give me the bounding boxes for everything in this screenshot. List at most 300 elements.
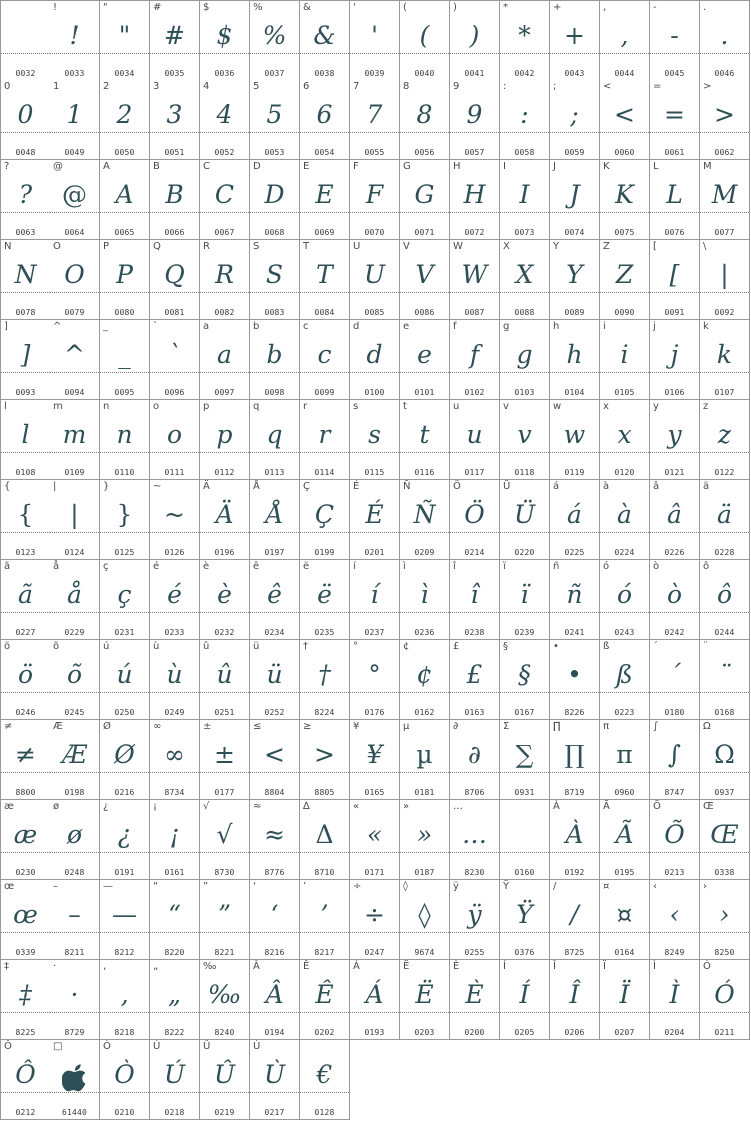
glyph-cell-8734[interactable] bbox=[150, 720, 200, 800]
glyph-cell-0097[interactable] bbox=[200, 320, 250, 400]
glyph-cell-0245[interactable] bbox=[50, 640, 100, 720]
glyph-sample: Ö bbox=[464, 500, 485, 529]
glyph-code: 0216 bbox=[114, 788, 135, 797]
glyph-cell-8240[interactable] bbox=[200, 960, 250, 1040]
glyph-code: 8211 bbox=[64, 948, 85, 957]
glyph-cell-0118[interactable] bbox=[500, 400, 550, 480]
glyph-cell-0238[interactable] bbox=[450, 560, 500, 640]
glyph-code: 8222 bbox=[164, 1028, 185, 1037]
glyph-sample: Ü bbox=[513, 500, 536, 529]
glyph-cell-0200[interactable] bbox=[450, 960, 500, 1040]
glyph-sample: ã bbox=[18, 580, 33, 609]
glyph-cell-0243[interactable] bbox=[600, 560, 650, 640]
glyph-cell-0123[interactable] bbox=[0, 480, 51, 560]
glyph-cell-0091[interactable] bbox=[650, 240, 700, 320]
glyph-cell-0160[interactable] bbox=[500, 800, 550, 880]
glyph-cell-0176[interactable] bbox=[350, 640, 400, 720]
glyph-cell-0078[interactable] bbox=[0, 240, 51, 320]
glyph-cell-0073[interactable] bbox=[500, 160, 550, 240]
glyph-cell-0032[interactable] bbox=[0, 0, 51, 81]
glyph-cell-0225[interactable] bbox=[550, 480, 600, 560]
glyph-sample: Ï bbox=[619, 980, 630, 1009]
glyph-label: à bbox=[603, 481, 610, 492]
glyph-cell-8776[interactable] bbox=[250, 800, 300, 880]
glyph-cell-0217[interactable] bbox=[250, 1040, 300, 1120]
glyph-code: 0104 bbox=[564, 388, 585, 397]
glyph-cell-0214[interactable] bbox=[450, 480, 500, 560]
glyph-cell-0049[interactable] bbox=[50, 80, 100, 160]
glyph-sample: Â bbox=[265, 980, 284, 1009]
glyph-cell-0197[interactable] bbox=[250, 480, 300, 560]
glyph-cell-8706[interactable] bbox=[450, 720, 500, 800]
glyph-cell-0234[interactable] bbox=[250, 560, 300, 640]
glyph-cell-0226[interactable] bbox=[650, 480, 700, 560]
glyph-cell-0092[interactable] bbox=[700, 240, 750, 320]
glyph-cell-0101[interactable] bbox=[400, 320, 450, 400]
glyph-cell-0255[interactable] bbox=[450, 880, 500, 960]
glyph-cell-0090[interactable] bbox=[600, 240, 650, 320]
glyph-cell-0239[interactable] bbox=[500, 560, 550, 640]
glyph-cell-0088[interactable] bbox=[500, 240, 550, 320]
glyph-cell-0105[interactable] bbox=[600, 320, 650, 400]
glyph-cell-8250[interactable] bbox=[700, 880, 750, 960]
glyph-cell-9674[interactable] bbox=[400, 880, 450, 960]
glyph-cell-0116[interactable] bbox=[400, 400, 450, 480]
glyph-label: I bbox=[503, 161, 506, 172]
glyph-cell-0042[interactable] bbox=[500, 0, 550, 81]
glyph-cell-0235[interactable] bbox=[300, 560, 350, 640]
glyph-cell-0082[interactable] bbox=[200, 240, 250, 320]
glyph-cell-0035[interactable] bbox=[150, 0, 200, 81]
glyph-cell-0230[interactable] bbox=[0, 800, 51, 880]
glyph-label: Ä bbox=[203, 481, 210, 492]
glyph-cell-0057[interactable] bbox=[450, 80, 500, 160]
glyph-cell-0122[interactable] bbox=[700, 400, 750, 480]
glyph-sample: b bbox=[266, 340, 283, 369]
glyph-cell-0224[interactable] bbox=[600, 480, 650, 560]
glyph-cell-0067[interactable] bbox=[200, 160, 250, 240]
glyph-label: + bbox=[553, 2, 562, 13]
glyph-cell-0198[interactable] bbox=[50, 720, 100, 800]
glyph-cell-8212[interactable] bbox=[100, 880, 150, 960]
glyph-cell-0231[interactable] bbox=[100, 560, 150, 640]
glyph-code: 0078 bbox=[15, 308, 36, 317]
glyph-code: 0209 bbox=[414, 548, 435, 557]
glyph-label: n bbox=[103, 401, 110, 412]
glyph-cell-0041[interactable] bbox=[450, 0, 500, 81]
glyph-cell-0220[interactable] bbox=[500, 480, 550, 560]
glyph-cell-0246[interactable] bbox=[0, 640, 51, 720]
glyph-sample: { bbox=[17, 500, 34, 529]
glyph-cell-0241[interactable] bbox=[550, 560, 600, 640]
glyph-cell-0037[interactable] bbox=[250, 0, 300, 81]
glyph-cell-0094[interactable] bbox=[50, 320, 100, 400]
glyph-sample: h bbox=[566, 340, 583, 369]
glyph-code: 61440 bbox=[61, 1108, 88, 1117]
glyph-sample: ∞ bbox=[164, 740, 185, 769]
glyph-cell-0086[interactable] bbox=[400, 240, 450, 320]
glyph-cell-0168[interactable] bbox=[700, 640, 750, 720]
glyph-code: 0247 bbox=[364, 948, 385, 957]
glyph-cell-0043[interactable] bbox=[550, 0, 600, 81]
glyph-label: p bbox=[203, 401, 210, 412]
glyph-cell-0212[interactable] bbox=[0, 1040, 51, 1120]
glyph-cell-0106[interactable] bbox=[650, 320, 700, 400]
glyph-code: 0241 bbox=[564, 628, 585, 637]
glyph-sample: R bbox=[215, 260, 234, 289]
glyph-cell-0114[interactable] bbox=[300, 400, 350, 480]
glyph-cell-0052[interactable] bbox=[200, 80, 250, 160]
glyph-cell-0110[interactable] bbox=[100, 400, 150, 480]
glyph-cell-0194[interactable] bbox=[250, 960, 300, 1040]
glyph-cell-0069[interactable] bbox=[300, 160, 350, 240]
glyph-cell-0085[interactable] bbox=[350, 240, 400, 320]
glyph-label: j bbox=[653, 321, 656, 332]
glyph-cell-0034[interactable] bbox=[100, 0, 150, 81]
glyph-label: H bbox=[453, 161, 461, 172]
glyph-cell-0048[interactable] bbox=[0, 80, 51, 160]
glyph-code: 0245 bbox=[64, 708, 85, 717]
glyph-cell-0338[interactable] bbox=[700, 800, 750, 880]
glyph-cell-0252[interactable] bbox=[250, 640, 300, 720]
glyph-cell-8211[interactable] bbox=[50, 880, 100, 960]
glyph-cell-0054[interactable] bbox=[300, 80, 350, 160]
glyph-cell-0201[interactable] bbox=[350, 480, 400, 560]
glyph-cell-8719[interactable] bbox=[550, 720, 600, 800]
glyph-cell-0102[interactable] bbox=[450, 320, 500, 400]
glyph-cell-0181[interactable] bbox=[400, 720, 450, 800]
glyph-code: 0213 bbox=[664, 868, 685, 877]
glyph-cell-0079[interactable] bbox=[50, 240, 100, 320]
glyph-code: 0198 bbox=[64, 788, 85, 797]
glyph-label: ¡ bbox=[153, 801, 158, 812]
glyph-cell-0199[interactable] bbox=[300, 480, 350, 560]
glyph-label: W bbox=[453, 241, 463, 252]
glyph-cell-0161[interactable] bbox=[150, 800, 200, 880]
glyph-cell-0250[interactable] bbox=[100, 640, 150, 720]
glyph-cell-0061[interactable] bbox=[650, 80, 700, 160]
glyph-code: 0112 bbox=[214, 468, 235, 477]
glyph-cell-8710[interactable] bbox=[300, 800, 350, 880]
glyph-code: 0219 bbox=[214, 1108, 235, 1117]
glyph-sample: Y bbox=[566, 260, 583, 289]
glyph-sample: “ bbox=[168, 900, 181, 929]
glyph-cell-8220[interactable] bbox=[150, 880, 200, 960]
glyph-sample: n bbox=[116, 420, 133, 449]
glyph-cell-8225[interactable] bbox=[0, 960, 51, 1040]
glyph-cell-0218[interactable] bbox=[150, 1040, 200, 1120]
glyph-cell-0099[interactable] bbox=[300, 320, 350, 400]
glyph-code: 8240 bbox=[214, 1028, 235, 1037]
glyph-cell-0177[interactable] bbox=[200, 720, 250, 800]
glyph-cell-0339[interactable] bbox=[0, 880, 51, 960]
glyph-label: ñ bbox=[553, 561, 560, 572]
glyph-label: ï bbox=[503, 561, 506, 572]
glyph-cell-8230[interactable] bbox=[450, 800, 500, 880]
glyph-code: 8225 bbox=[15, 1028, 36, 1037]
glyph-sample: > bbox=[314, 740, 335, 769]
glyph-cell-0100[interactable] bbox=[350, 320, 400, 400]
glyph-cell-0093[interactable] bbox=[0, 320, 51, 400]
glyph-label: v bbox=[503, 401, 509, 412]
glyph-cell-0236[interactable] bbox=[400, 560, 450, 640]
glyph-sample: ä bbox=[717, 500, 732, 529]
glyph-cell-0203[interactable] bbox=[400, 960, 450, 1040]
glyph-cell-0205[interactable] bbox=[500, 960, 550, 1040]
glyph-code: 0339 bbox=[15, 948, 36, 957]
glyph-cell-0089[interactable] bbox=[550, 240, 600, 320]
glyph-cell-0109[interactable] bbox=[50, 400, 100, 480]
glyph-cell-0111[interactable] bbox=[150, 400, 200, 480]
glyph-cell-8217[interactable] bbox=[300, 880, 350, 960]
glyph-cell-0053[interactable] bbox=[250, 80, 300, 160]
glyph-code: 0094 bbox=[64, 388, 85, 397]
glyph-cell-0113[interactable] bbox=[250, 400, 300, 480]
glyph-cell-0036[interactable] bbox=[200, 0, 250, 81]
glyph-label: C bbox=[203, 161, 210, 172]
glyph-sample: ö bbox=[17, 660, 34, 689]
glyph-cell-0117[interactable] bbox=[450, 400, 500, 480]
glyph-cell-0066[interactable] bbox=[150, 160, 200, 240]
glyph-cell-0046[interactable] bbox=[700, 0, 750, 81]
glyph-cell-0040[interactable] bbox=[400, 0, 450, 81]
glyph-sample: | bbox=[720, 260, 729, 289]
glyph-cell-0162[interactable] bbox=[400, 640, 450, 720]
glyph-cell-0120[interactable] bbox=[600, 400, 650, 480]
glyph-code: 0038 bbox=[314, 69, 335, 78]
glyph-code: 0202 bbox=[314, 1028, 335, 1037]
glyph-cell-0249[interactable] bbox=[150, 640, 200, 720]
glyph-label: Ö bbox=[453, 481, 461, 492]
glyph-sample: √ bbox=[216, 820, 233, 849]
glyph-cell-0165[interactable] bbox=[350, 720, 400, 800]
glyph-label: ∫ bbox=[653, 721, 659, 732]
glyph-cell-0126[interactable] bbox=[150, 480, 200, 560]
glyph-cell-61440[interactable] bbox=[50, 1040, 100, 1120]
glyph-cell-0080[interactable] bbox=[100, 240, 150, 320]
glyph-label: U bbox=[353, 241, 361, 252]
glyph-sample: G bbox=[414, 180, 435, 209]
glyph-cell-0210[interactable] bbox=[100, 1040, 150, 1120]
glyph-cell-0124[interactable] bbox=[50, 480, 100, 560]
glyph-cell-0376[interactable] bbox=[500, 880, 550, 960]
glyph-label: 1 bbox=[53, 81, 60, 92]
glyph-sample: ¥ bbox=[366, 740, 383, 769]
glyph-code: 0113 bbox=[264, 468, 285, 477]
glyph-cell-0196[interactable] bbox=[200, 480, 250, 560]
glyph-cell-8804[interactable] bbox=[250, 720, 300, 800]
glyph-cell-0193[interactable] bbox=[350, 960, 400, 1040]
glyph-label: { bbox=[4, 481, 11, 492]
glyph-cell-8222[interactable] bbox=[150, 960, 200, 1040]
glyph-code: 0207 bbox=[614, 1028, 635, 1037]
glyph-cell-0211[interactable] bbox=[700, 960, 750, 1040]
glyph-cell-0227[interactable] bbox=[0, 560, 51, 640]
glyph-cell-0070[interactable] bbox=[350, 160, 400, 240]
glyph-sample: ‚ bbox=[120, 980, 129, 1009]
glyph-cell-0039[interactable] bbox=[350, 0, 400, 81]
glyph-cell-0077[interactable] bbox=[700, 160, 750, 240]
glyph-cell-0056[interactable] bbox=[400, 80, 450, 160]
glyph-cell-8221[interactable] bbox=[200, 880, 250, 960]
glyph-code: 0236 bbox=[414, 628, 435, 637]
glyph-cell-8224[interactable] bbox=[300, 640, 350, 720]
glyph-cell-8747[interactable] bbox=[650, 720, 700, 800]
glyph-cell-8249[interactable] bbox=[650, 880, 700, 960]
glyph-cell-0083[interactable] bbox=[250, 240, 300, 320]
glyph-cell-0125[interactable] bbox=[100, 480, 150, 560]
glyph-cell-0045[interactable] bbox=[650, 0, 700, 81]
glyph-cell-0931[interactable] bbox=[500, 720, 550, 800]
glyph-cell-0103[interactable] bbox=[500, 320, 550, 400]
glyph-cell-0191[interactable] bbox=[100, 800, 150, 880]
glyph-sample: - bbox=[670, 21, 679, 50]
glyph-sample: ÿ bbox=[467, 900, 482, 929]
glyph-cell-0128[interactable] bbox=[300, 1040, 350, 1120]
glyph-label: ' bbox=[353, 2, 356, 13]
glyph-cell-0163[interactable] bbox=[450, 640, 500, 720]
glyph-cell-0072[interactable] bbox=[450, 160, 500, 240]
glyph-cell-8725[interactable] bbox=[550, 880, 600, 960]
glyph-cell-0242[interactable] bbox=[650, 560, 700, 640]
glyph-cell-0068[interactable] bbox=[250, 160, 300, 240]
glyph-cell-0058[interactable] bbox=[500, 80, 550, 160]
glyph-label: Ó bbox=[703, 961, 711, 972]
glyph-cell-0229[interactable] bbox=[50, 560, 100, 640]
glyph-cell-8805[interactable] bbox=[300, 720, 350, 800]
glyph-code: 0164 bbox=[614, 948, 635, 957]
glyph-cell-0216[interactable] bbox=[100, 720, 150, 800]
glyph-cell-0228[interactable] bbox=[700, 480, 750, 560]
glyph-cell-0192[interactable] bbox=[550, 800, 600, 880]
glyph-cell-0223[interactable] bbox=[600, 640, 650, 720]
glyph-label: Ë bbox=[403, 961, 410, 972]
glyph-code: 8217 bbox=[314, 948, 335, 957]
glyph-cell-0044[interactable] bbox=[600, 0, 650, 81]
glyph-cell-0107[interactable] bbox=[700, 320, 750, 400]
glyph-sample: Ÿ bbox=[516, 900, 533, 929]
glyph-cell-0237[interactable] bbox=[350, 560, 400, 640]
glyph-sample: / bbox=[570, 900, 579, 929]
glyph-code: 0246 bbox=[15, 708, 36, 717]
glyph-cell-0115[interactable] bbox=[350, 400, 400, 480]
glyph-cell-0204[interactable] bbox=[650, 960, 700, 1040]
glyph-cell-0075[interactable] bbox=[600, 160, 650, 240]
glyph-cell-0084[interactable] bbox=[300, 240, 350, 320]
glyph-cell-0167[interactable] bbox=[500, 640, 550, 720]
glyph-cell-0180[interactable] bbox=[650, 640, 700, 720]
glyph-sample: ê bbox=[267, 580, 282, 609]
glyph-cell-8729[interactable] bbox=[50, 960, 100, 1040]
glyph-cell-8730[interactable] bbox=[200, 800, 250, 880]
glyph-code: 0244 bbox=[714, 628, 735, 637]
glyph-cell-0112[interactable] bbox=[200, 400, 250, 480]
glyph-cell-0087[interactable] bbox=[450, 240, 500, 320]
glyph-cell-0233[interactable] bbox=[150, 560, 200, 640]
glyph-cell-0195[interactable] bbox=[600, 800, 650, 880]
glyph-code: 0087 bbox=[464, 308, 485, 317]
glyph-code: 8719 bbox=[564, 788, 585, 797]
glyph-cell-0065[interactable] bbox=[100, 160, 150, 240]
glyph-cell-0206[interactable] bbox=[550, 960, 600, 1040]
glyph-cell-8226[interactable] bbox=[550, 640, 600, 720]
glyph-cell-0248[interactable] bbox=[50, 800, 100, 880]
glyph-cell-0074[interactable] bbox=[550, 160, 600, 240]
glyph-cell-0209[interactable] bbox=[400, 480, 450, 560]
glyph-cell-0033[interactable] bbox=[50, 0, 100, 81]
glyph-cell-0937[interactable] bbox=[700, 720, 750, 800]
glyph-code: 0160 bbox=[514, 868, 535, 877]
glyph-cell-0063[interactable] bbox=[0, 160, 51, 240]
glyph-cell-0055[interactable] bbox=[350, 80, 400, 160]
glyph-code: 0069 bbox=[314, 228, 335, 237]
glyph-label: § bbox=[503, 641, 508, 652]
glyph-sample: ' bbox=[371, 21, 378, 50]
glyph-code: 0105 bbox=[614, 388, 635, 397]
glyph-cell-8800[interactable] bbox=[0, 720, 51, 800]
glyph-cell-0051[interactable] bbox=[150, 80, 200, 160]
glyph-cell-0050[interactable] bbox=[100, 80, 150, 160]
glyph-cell-0202[interactable] bbox=[300, 960, 350, 1040]
glyph-code: 8221 bbox=[214, 948, 235, 957]
glyph-cell-0171[interactable] bbox=[350, 800, 400, 880]
glyph-cell-0104[interactable] bbox=[550, 320, 600, 400]
glyph-label: ; bbox=[553, 81, 557, 92]
glyph-label: » bbox=[403, 801, 410, 812]
glyph-code: 0161 bbox=[164, 868, 185, 877]
glyph-cell-0098[interactable] bbox=[250, 320, 300, 400]
glyph-code: 0043 bbox=[564, 69, 585, 78]
glyph-code: 0201 bbox=[364, 548, 385, 557]
glyph-sample: y bbox=[667, 420, 682, 449]
glyph-code: 0039 bbox=[364, 69, 385, 78]
glyph-cell-0059[interactable] bbox=[550, 80, 600, 160]
glyph-cell-0064[interactable] bbox=[50, 160, 100, 240]
glyph-cell-0096[interactable] bbox=[150, 320, 200, 400]
glyph-label: O bbox=[53, 241, 61, 252]
glyph-cell-0247[interactable] bbox=[350, 880, 400, 960]
glyph-cell-0038[interactable] bbox=[300, 0, 350, 81]
glyph-cell-0095[interactable] bbox=[100, 320, 150, 400]
glyph-cell-0119[interactable] bbox=[550, 400, 600, 480]
glyph-cell-0219[interactable] bbox=[200, 1040, 250, 1120]
glyph-cell-8216[interactable] bbox=[250, 880, 300, 960]
glyph-code: 0063 bbox=[15, 228, 36, 237]
glyph-cell-0244[interactable] bbox=[700, 560, 750, 640]
glyph-cell-0108[interactable] bbox=[0, 400, 51, 480]
glyph-cell-0251[interactable] bbox=[200, 640, 250, 720]
glyph-cell-0207[interactable] bbox=[600, 960, 650, 1040]
glyph-cell-0960[interactable] bbox=[600, 720, 650, 800]
glyph-cell-0062[interactable] bbox=[700, 80, 750, 160]
glyph-cell-0060[interactable] bbox=[600, 80, 650, 160]
glyph-label: q bbox=[253, 401, 260, 412]
glyph-cell-0213[interactable] bbox=[650, 800, 700, 880]
glyph-cell-0187[interactable] bbox=[400, 800, 450, 880]
glyph-sample: c bbox=[317, 340, 332, 369]
glyph-cell-0076[interactable] bbox=[650, 160, 700, 240]
glyph-label: J bbox=[553, 161, 556, 172]
glyph-cell-0071[interactable] bbox=[400, 160, 450, 240]
glyph-cell-0232[interactable] bbox=[200, 560, 250, 640]
glyph-cell-8218[interactable] bbox=[100, 960, 150, 1040]
glyph-code: 0220 bbox=[514, 548, 535, 557]
glyph-cell-0081[interactable] bbox=[150, 240, 200, 320]
glyph-code: 0212 bbox=[15, 1108, 36, 1117]
glyph-cell-0164[interactable] bbox=[600, 880, 650, 960]
glyph-cell-0121[interactable] bbox=[650, 400, 700, 480]
glyph-label: Œ bbox=[703, 801, 714, 812]
